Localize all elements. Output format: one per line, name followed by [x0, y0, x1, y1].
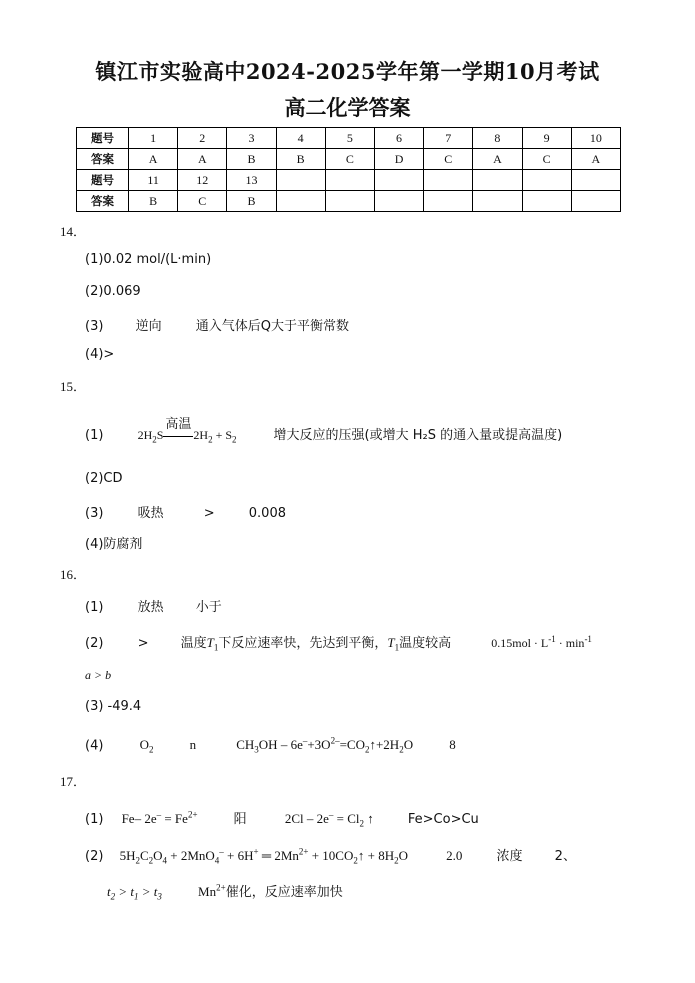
- eq-sub: 2: [152, 434, 157, 445]
- answer-table-cell: 1: [129, 128, 178, 149]
- text: OH – 6e: [258, 737, 303, 753]
- q16-part2-rate: [491, 636, 592, 650]
- text: = Cl: [333, 811, 360, 826]
- text: Fe– 2e: [121, 811, 157, 826]
- text: ═: [258, 848, 275, 863]
- text: 2: [135, 855, 140, 866]
- q17-catalysis: [198, 882, 343, 900]
- q15-part3-b: >: [203, 506, 215, 521]
- answer-table-cell: A: [129, 149, 178, 170]
- answer-table-cell: [571, 191, 620, 212]
- answer-table-cell: [424, 170, 473, 191]
- answer-table-row-label: 答案: [77, 191, 129, 212]
- text: –: [156, 809, 162, 820]
- reaction-condition: 高温: [165, 417, 192, 432]
- text: O: [403, 737, 414, 753]
- q15-part3-a: 吸热: [137, 506, 164, 521]
- text: 3: [254, 744, 259, 755]
- q16-part3: (3) -49.4: [85, 699, 142, 714]
- page-title: 镇江市实验高中2024-2025学年第一学期10月考试: [95, 59, 600, 84]
- q17-part2-equation: [119, 846, 408, 866]
- text: –: [219, 846, 224, 857]
- text: 温度较高: [399, 636, 452, 651]
- text: T: [387, 635, 395, 650]
- text: T: [206, 635, 214, 650]
- q14-part3: [85, 315, 349, 334]
- answer-table-cell: 13: [227, 170, 276, 191]
- q16-part2-a: >: [137, 636, 149, 651]
- answer-table-row-label: 题号: [77, 170, 129, 191]
- eq-sub: 2: [208, 434, 213, 445]
- text: 2: [394, 855, 399, 866]
- text: 2: [148, 744, 154, 755]
- text: –: [328, 809, 334, 820]
- answer-table-cell: [571, 170, 620, 191]
- answer-table-cell: [276, 191, 325, 212]
- text: ↑: [364, 811, 374, 826]
- q16-part2-reason: [181, 636, 452, 651]
- q17-time-order: [107, 884, 162, 902]
- eq-term: 2H: [137, 428, 153, 442]
- text: 0.15mol · L: [491, 636, 549, 650]
- q16-part4-d: 8: [449, 737, 456, 753]
- text: 下反应速率快，先达到平衡，: [218, 636, 388, 651]
- q17-part2-c: 浓度: [496, 849, 523, 864]
- text: 4: [214, 855, 220, 866]
- text: 2+: [187, 809, 198, 820]
- q17-part2-d: 2、: [554, 849, 576, 864]
- text: + 10CO: [308, 848, 354, 863]
- q14-part3-reason: 通入气体后Q大于平衡常数: [195, 319, 349, 334]
- q17-part1-chlorine: [284, 809, 374, 829]
- answer-table-cell: [473, 170, 522, 191]
- q15-part3: [85, 502, 286, 521]
- text: 2+: [298, 846, 309, 857]
- answer-table-row: [77, 128, 621, 149]
- answer-table-cell: [374, 191, 423, 212]
- q16-part4-label: (4): [85, 738, 104, 754]
- answer-table-cell: B: [227, 191, 276, 212]
- text: 3: [157, 891, 162, 902]
- q17-part2-b: 2.0: [446, 848, 463, 863]
- text: 2Mn: [274, 848, 299, 863]
- q16-number: 16．: [60, 567, 87, 582]
- text: 2Cl – 2e: [284, 811, 329, 826]
- answer-table-cell: D: [374, 149, 423, 170]
- text: CH: [236, 737, 255, 753]
- text: 2–: [330, 736, 340, 746]
- text: 5H: [119, 848, 136, 863]
- q15-part4: (4)防腐剂: [85, 537, 143, 552]
- q14-part4: (4)>: [85, 347, 115, 362]
- q16-part2-label: (2): [85, 636, 104, 651]
- text: + 2MnO: [167, 848, 215, 863]
- answer-table-cell: B: [227, 149, 276, 170]
- text: ↑+2H: [369, 737, 400, 753]
- q14-part3-label: (3): [85, 319, 104, 334]
- answer-table-cell: [424, 191, 473, 212]
- text: 2: [399, 744, 404, 755]
- text: +: [253, 846, 259, 857]
- text: 2: [353, 855, 358, 866]
- answer-table: [76, 127, 621, 212]
- answer-table-cell: [473, 191, 522, 212]
- text: 温度: [180, 636, 207, 651]
- answer-table-cell: 3: [227, 128, 276, 149]
- answer-table-cell: A: [571, 149, 620, 170]
- answer-table-cell: [374, 170, 423, 191]
- q16-part2: [85, 632, 592, 653]
- text: 催化，反应速率加快: [225, 885, 343, 900]
- q14-number: 14．: [60, 224, 87, 239]
- q17-part1-anode: [122, 811, 198, 826]
- answer-table-cell: A: [178, 149, 227, 170]
- q17-part2-cont: [107, 881, 343, 902]
- text: O: [139, 737, 149, 753]
- answer-table-cell: 8: [473, 128, 522, 149]
- q15-number: 15．: [60, 379, 87, 394]
- text: 2: [110, 891, 116, 902]
- q16-part2-relation: a > b: [85, 668, 112, 682]
- page-subtitle: 高二化学答案: [284, 95, 411, 120]
- q17-part1: [85, 808, 479, 829]
- text: t: [107, 884, 111, 899]
- q16-part1-label: (1): [85, 600, 104, 615]
- text: > t: [115, 884, 135, 899]
- q15-part1-answer: 增大反应的压强(或增大 H₂S 的通入量或提高温度): [273, 428, 563, 443]
- eq-term: S: [156, 428, 164, 442]
- q14-part2: (2)0.069: [85, 284, 141, 299]
- text: –: [302, 736, 308, 746]
- text: O: [398, 848, 408, 863]
- q17-part1-label: (1): [85, 812, 104, 827]
- q16-part4-equation: [236, 736, 414, 755]
- q16-part4-a: [139, 737, 154, 755]
- q16-part1-a: 放热: [137, 600, 164, 615]
- text: 1: [394, 642, 400, 653]
- answer-table-cell: [522, 170, 571, 191]
- answer-table-cell: B: [129, 191, 178, 212]
- q17-part2: [85, 845, 576, 866]
- q17-part2-label: (2): [85, 849, 104, 864]
- answer-table-cell: [522, 191, 571, 212]
- answer-table-row-label: 题号: [77, 128, 129, 149]
- q15-part3-label: (3): [85, 506, 104, 521]
- q17-part1-b: 阳: [233, 812, 247, 827]
- answer-table-cell: 12: [178, 170, 227, 191]
- answer-table-cell: 5: [325, 128, 374, 149]
- answer-table-cell: 10: [571, 128, 620, 149]
- q15-part1: [85, 417, 563, 445]
- answer-table-cell: 6: [374, 128, 423, 149]
- answer-table-row: [77, 149, 621, 170]
- answer-table-cell: [325, 170, 374, 191]
- q16-part4-b: n: [189, 737, 197, 753]
- q16-part4: [85, 736, 456, 755]
- answer-table-cell: B: [276, 149, 325, 170]
- text: 1: [213, 642, 219, 653]
- q16-part1-b: 小于: [195, 600, 222, 615]
- text: + 6H: [223, 848, 254, 863]
- q14-part3-direction: 逆向: [135, 319, 162, 334]
- answer-table-row: [77, 170, 621, 191]
- answer-table-cell: C: [325, 149, 374, 170]
- reaction-condition-arrow: [163, 417, 193, 443]
- text: · min: [555, 636, 585, 650]
- text: > t: [138, 884, 158, 899]
- answer-table-cell: C: [178, 191, 227, 212]
- answer-table-cell: [276, 170, 325, 191]
- eq-term: + S: [212, 428, 233, 442]
- text: 1: [134, 891, 139, 902]
- text: -1: [584, 634, 592, 644]
- text: +3O: [307, 737, 331, 753]
- answer-table-cell: C: [522, 149, 571, 170]
- text: 4: [162, 855, 168, 866]
- answer-table-cell: A: [473, 149, 522, 170]
- answer-table-row-label: 答案: [77, 149, 129, 170]
- q15-part1-label: (1): [85, 428, 104, 443]
- text: 2: [359, 818, 364, 829]
- text: ↑ + 8H: [357, 848, 395, 863]
- text: 2+: [216, 882, 226, 893]
- text: 2: [148, 855, 154, 866]
- answer-table-cell: 9: [522, 128, 571, 149]
- answer-table-row: [77, 191, 621, 212]
- text: Mn: [198, 884, 217, 899]
- q15-equation: [137, 417, 240, 445]
- text: -1: [548, 634, 556, 644]
- text: =CO: [339, 737, 365, 753]
- answer-table-cell: C: [424, 149, 473, 170]
- q15-part2: (2)CD: [85, 471, 123, 486]
- q16-part1: [85, 596, 222, 615]
- text: C: [139, 848, 149, 863]
- text: 2: [364, 744, 370, 755]
- answer-table-cell: 2: [178, 128, 227, 149]
- answer-table-cell: [325, 191, 374, 212]
- eq-sub: 2: [232, 434, 237, 445]
- q17-number: 17．: [60, 774, 87, 789]
- q14-part1: (1)0.02 mol/(L·min): [85, 252, 212, 267]
- text: O: [153, 848, 163, 863]
- answer-table-cell: 11: [129, 170, 178, 191]
- eq-term: 2H: [193, 428, 209, 442]
- text: = Fe: [161, 811, 188, 826]
- q15-part3-c: 0.008: [248, 506, 286, 521]
- q17-part1-order: Fe>Co>Cu: [407, 812, 479, 827]
- answer-table-cell: 7: [424, 128, 473, 149]
- answer-table-cell: 4: [276, 128, 325, 149]
